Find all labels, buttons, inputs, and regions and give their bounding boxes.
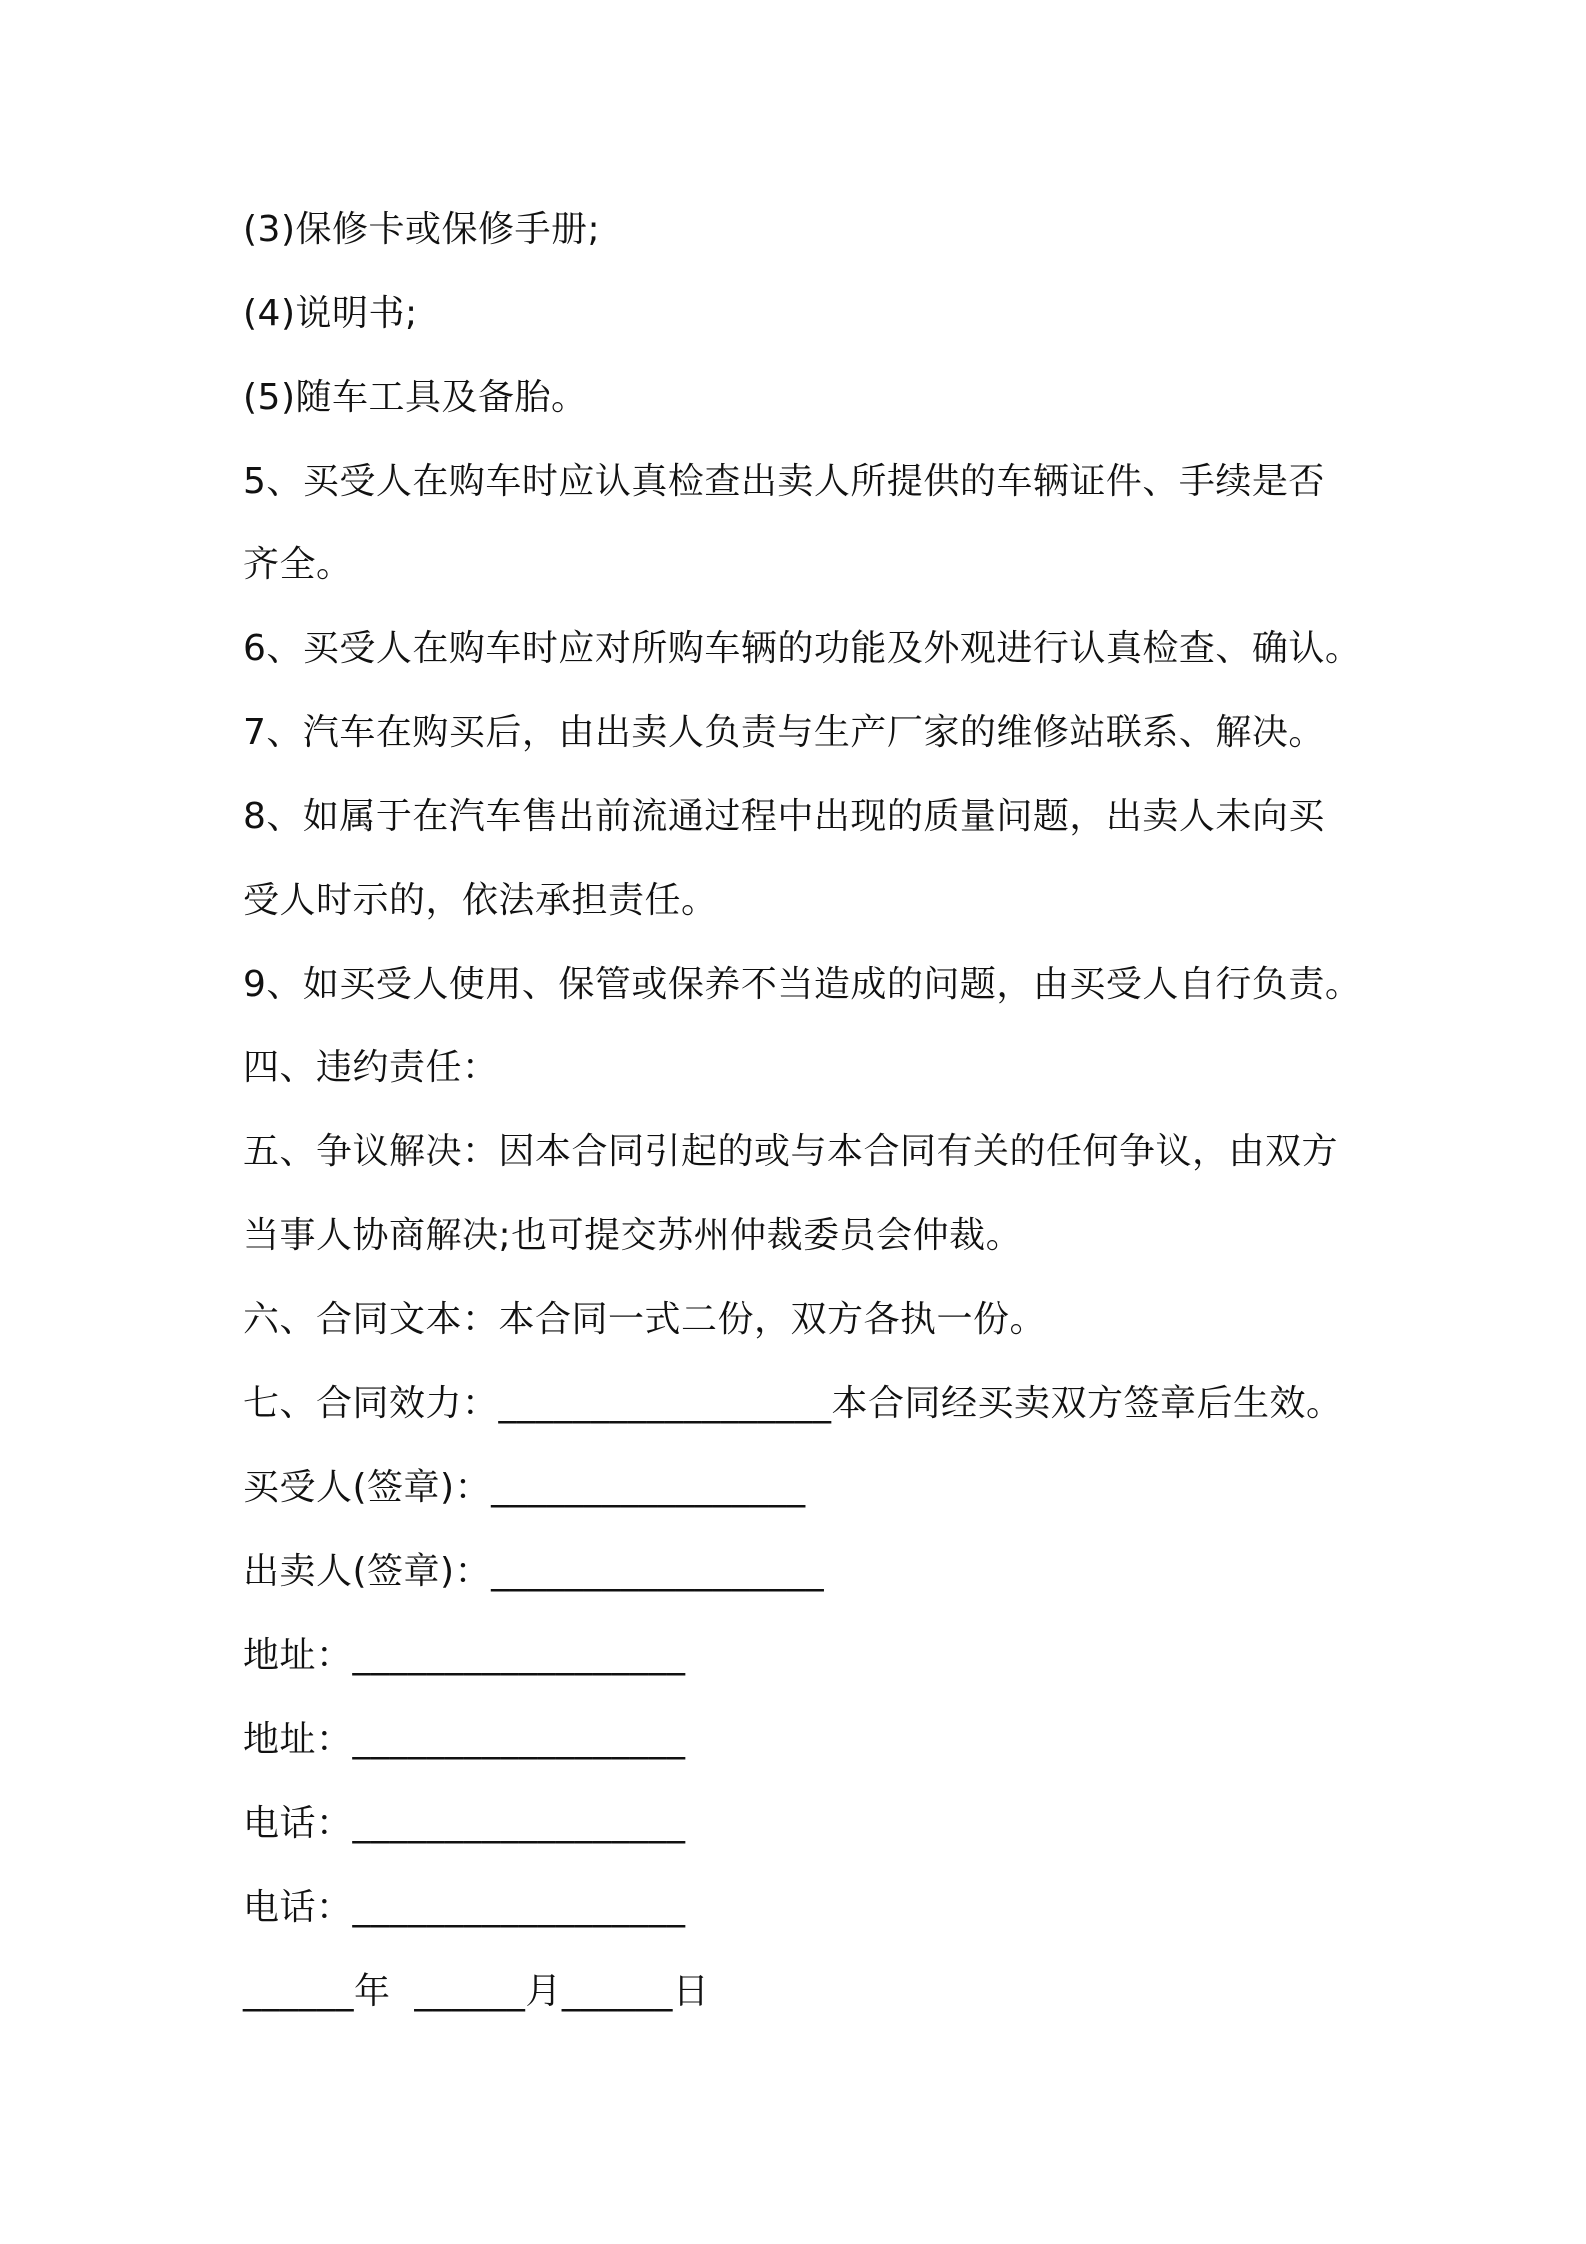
address-field-buyer: 地址：__________________ — [243, 1635, 686, 1676]
text-line-item-6: 6、买受人在购车时应对所购车辆的功能及外观进行认真检查、确认。 — [243, 628, 1362, 669]
section-contract-copies: 六、合同文本：本合同一式二份，双方各执一份。 — [243, 1299, 1047, 1340]
text-line-item-5: 5、买受人在购车时应认真检查出卖人所提供的车辆证件、手续是否 — [243, 461, 1325, 502]
date-field: ______年 ______月______日 — [243, 1971, 710, 2012]
phone-field-buyer: 电话：__________________ — [243, 1803, 686, 1844]
text-line-item-8: 8、如属于在汽车售出前流通过程中出现的质量问题，出卖人未向买 — [243, 796, 1325, 837]
section-contract-validity: 七、合同效力：__________________本合同经买卖双方签章后生效。 — [243, 1383, 1343, 1424]
text-line-manual: (4)说明书; — [243, 293, 418, 334]
section-dispute-resolution-cont: 当事人协商解决;也可提交苏州仲裁委员会仲裁。 — [243, 1215, 1023, 1256]
text-line-item-5-cont: 齐全。 — [243, 544, 353, 585]
text-line-warranty-card: (3)保修卡或保修手册; — [243, 209, 601, 250]
text-line-item-8-cont: 受人时示的，依法承担责任。 — [243, 880, 718, 921]
buyer-signature-field: 买受人(签章)：_________________ — [243, 1467, 806, 1508]
address-field-seller: 地址：__________________ — [243, 1719, 686, 1760]
section-heading-liability: 四、违约责任： — [243, 1047, 499, 1088]
section-dispute-resolution: 五、争议解决：因本合同引起的或与本合同有关的任何争议，由双方 — [243, 1131, 1339, 1172]
phone-field-seller: 电话：__________________ — [243, 1887, 686, 1928]
seller-signature-field: 出卖人(签章)：__________________ — [243, 1551, 825, 1592]
text-line-item-9: 9、如买受人使用、保管或保养不当造成的问题，由买受人自行负责。 — [243, 964, 1362, 1005]
text-line-tools-spare-tire: (5)随车工具及备胎。 — [243, 377, 588, 418]
text-line-item-7: 7、汽车在购买后，由出卖人负责与生产厂家的维修站联系、解决。 — [243, 712, 1325, 753]
